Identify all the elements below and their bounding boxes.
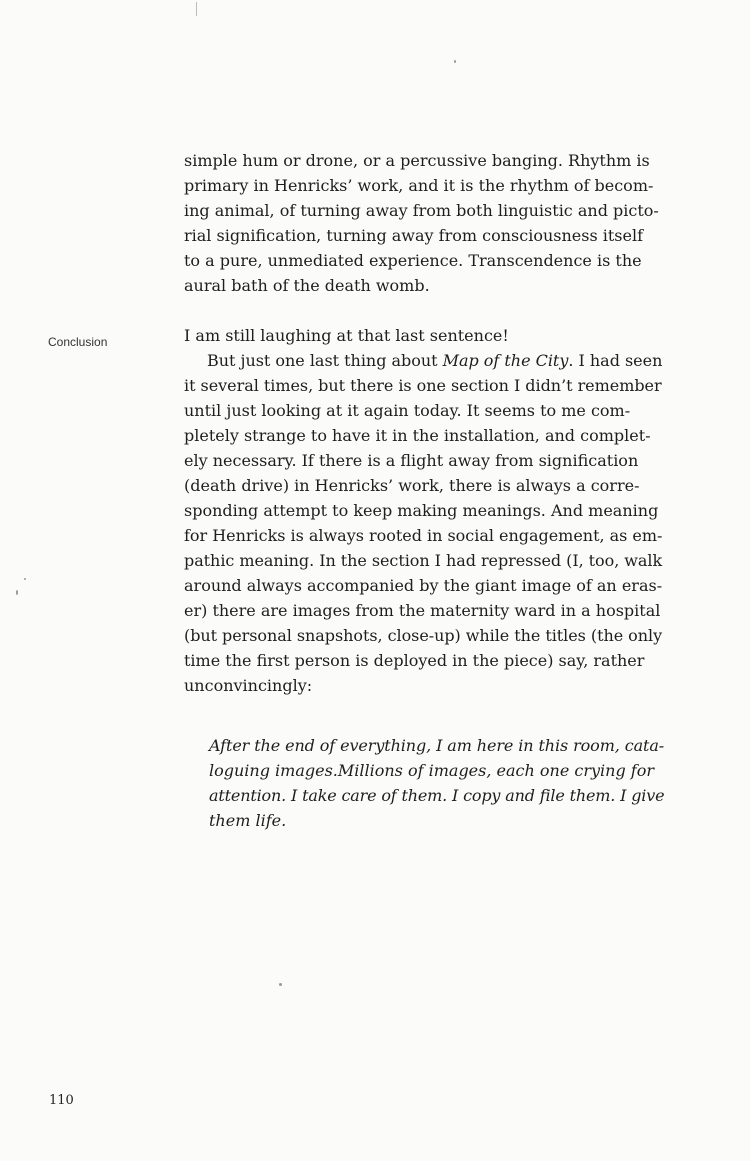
text-line: primary in Henricks’ work, and it is the rhythm of becom- (184, 176, 654, 195)
body-paragraph-continued (184, 148, 662, 298)
text-run: But just one last thing about (207, 351, 443, 370)
text-line: unconvincingly: (184, 676, 313, 695)
scan-speck (16, 590, 18, 595)
text-line: aural bath of the death womb. (184, 276, 430, 295)
text-line: time the first person is deployed in the piece) say, rather (184, 651, 645, 670)
text-line: around always accompanied by the giant image of an eras- (184, 576, 663, 595)
text-line (184, 348, 662, 373)
text-line: pletely strange to have it in the installation, and complet- (184, 426, 651, 445)
work-title: Map of the City (442, 351, 569, 370)
text-line: ely necessary. If there is a flight away from signification (184, 451, 639, 470)
scan-speck (196, 2, 197, 16)
section-margin-label: Conclusion (48, 335, 108, 349)
scan-speck (454, 60, 456, 63)
scan-speck (279, 983, 282, 986)
text-line: pathic meaning. In the section I had repressed (I, too, walk (184, 551, 663, 570)
text-line: sponding attempt to keep making meanings. And meaning (184, 501, 659, 520)
text-line: for Henricks is always rooted in social engagement, as em- (184, 526, 663, 545)
text-line: it several times, but there is one section I didn’t remember (184, 376, 662, 395)
block-quote (209, 733, 664, 833)
scan-speck (24, 578, 26, 580)
body-paragraph-conclusion (184, 323, 662, 698)
text-line: simple hum or drone, or a percussive banging. Rhythm is (184, 151, 650, 170)
text-line: to a pure, unmediated experience. Transcendence is the (184, 251, 642, 270)
text-line: rial signification, turning away from consciousness itself (184, 226, 644, 245)
quote-line: After the end of everything, I am here in this room, cata- (209, 736, 665, 755)
text-line: ing animal, of turning away from both linguistic and picto- (184, 201, 659, 220)
text-run: . I had seen (568, 351, 663, 370)
quote-line: them life. (209, 811, 287, 830)
text-line: er) there are images from the maternity ward in a hospital (184, 601, 661, 620)
text-line: until just looking at it again today. It seems to me com- (184, 401, 631, 420)
text-line: (death drive) in Henricks’ work, there is always a corre- (184, 476, 640, 495)
quote-line: loguing images.Millions of images, each one crying for (209, 761, 654, 780)
text-line: (but personal snapshots, close-up) while the titles (the only (184, 626, 663, 645)
quote-line: attention. I take care of them. I copy and file them. I give (209, 786, 665, 805)
text-line: I am still laughing at that last sentence! (184, 326, 509, 345)
page-number: 110 (49, 1093, 74, 1108)
